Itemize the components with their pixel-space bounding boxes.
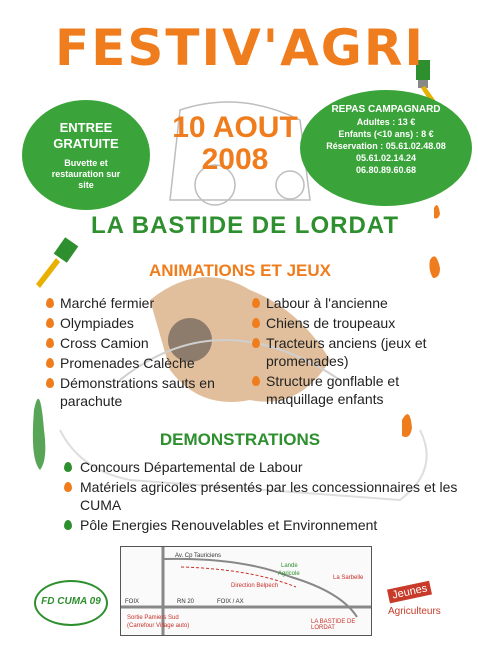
- list-item: Cross Camion: [44, 334, 244, 352]
- logo-agriculteurs: Agriculteurs: [388, 606, 441, 617]
- map-label-rn: RN 20: [177, 599, 195, 605]
- list-item: Olympiades: [44, 314, 244, 332]
- list-item: Promenades Calèche: [44, 354, 244, 372]
- repas-title: REPAS CAMPAGNARD: [331, 104, 441, 115]
- drop-icon: [46, 378, 54, 388]
- demonstrations-title: DEMONSTRATIONS: [159, 430, 321, 449]
- access-map: [120, 546, 372, 636]
- date-year: 2008: [201, 143, 269, 176]
- animations-list-right: [250, 294, 460, 410]
- entree-line5: site: [78, 180, 94, 190]
- list-item: Matériels agricoles présentés par les concessionnaires et les CUMA: [62, 478, 462, 514]
- date-day-month: 10 AOUT: [172, 111, 298, 144]
- drop-icon: [46, 338, 54, 348]
- drop-icon: [46, 358, 54, 368]
- event-date: [150, 112, 320, 176]
- map-label-lande: Lande: [281, 563, 298, 569]
- animations-title: ANIMATIONS ET JEUX: [149, 261, 331, 280]
- list-item: Chiens de troupeaux: [250, 314, 460, 332]
- repas-reservation: Réservation : 05.61.02.48.08: [326, 141, 446, 151]
- entree-badge: [22, 100, 150, 210]
- poster-title: FESTIV'AGRI: [55, 19, 425, 77]
- drop-icon: [252, 338, 260, 348]
- drop-icon: [64, 482, 72, 492]
- map-label-lande2: Agricole: [278, 571, 300, 577]
- drop-icon: [64, 520, 72, 530]
- map-label-foix: FOIX: [125, 599, 140, 605]
- paintbrush-icon: [30, 236, 80, 296]
- list-item: Labour à l'ancienne: [250, 294, 460, 312]
- repas-badge: [300, 90, 472, 206]
- list-item: Structure gonflable et maquillage enfants: [250, 372, 460, 408]
- map-label-foix-ax: FOIX / AX: [217, 599, 244, 605]
- drop-icon: [252, 318, 260, 328]
- list-item: Pôle Energies Renouvelables et Environnement: [62, 516, 462, 534]
- jeunes-agriculteurs-logo: [388, 582, 462, 622]
- logo-jeunes: Jeunes: [387, 581, 432, 604]
- repas-enfants: Enfants (<10 ans) : 8 €: [338, 129, 434, 139]
- demonstrations-list: [62, 458, 462, 536]
- drop-icon: [46, 298, 54, 308]
- repas-adultes: Adultes : 13 €: [356, 117, 416, 127]
- map-label-sarbelle: La Sarbelle: [333, 575, 364, 581]
- map-label-sortie: Sortie Pamiers Sud: [127, 615, 179, 621]
- repas-tel2: 05.61.02.14.24: [355, 153, 417, 163]
- drop-icon: [64, 462, 72, 472]
- map-label-lordat: LA BASTIDE DE LORDAT: [311, 619, 356, 631]
- list-item: Tracteurs anciens (jeux et promenades): [250, 334, 460, 370]
- event-place: LA BASTIDE DE LORDAT: [91, 212, 399, 239]
- list-item: Démonstrations sauts en parachute: [44, 374, 244, 410]
- drop-icon: [46, 318, 54, 328]
- list-item: Concours Départemental de Labour: [62, 458, 462, 476]
- drop-icon: [252, 298, 260, 308]
- list-item: Marché fermier: [44, 294, 244, 312]
- entree-line1: ENTREE: [59, 120, 113, 135]
- map-label-av: Av. Cp Tauriciens: [175, 553, 222, 559]
- map-label-direction: Direction Belpech: [231, 583, 279, 589]
- entree-line2: GRATUITE: [53, 136, 119, 151]
- fd-cuma-logo: FD CUMA 09: [34, 580, 108, 626]
- map-label-sortie2: (Carrefour Village auto): [127, 623, 190, 629]
- animations-list-left: [44, 294, 244, 412]
- drop-icon: [252, 376, 260, 386]
- repas-tel3: 06.80.89.60.68: [355, 165, 417, 175]
- entree-line4: restauration sur: [51, 169, 121, 179]
- entree-line3: Buvette et: [64, 158, 108, 168]
